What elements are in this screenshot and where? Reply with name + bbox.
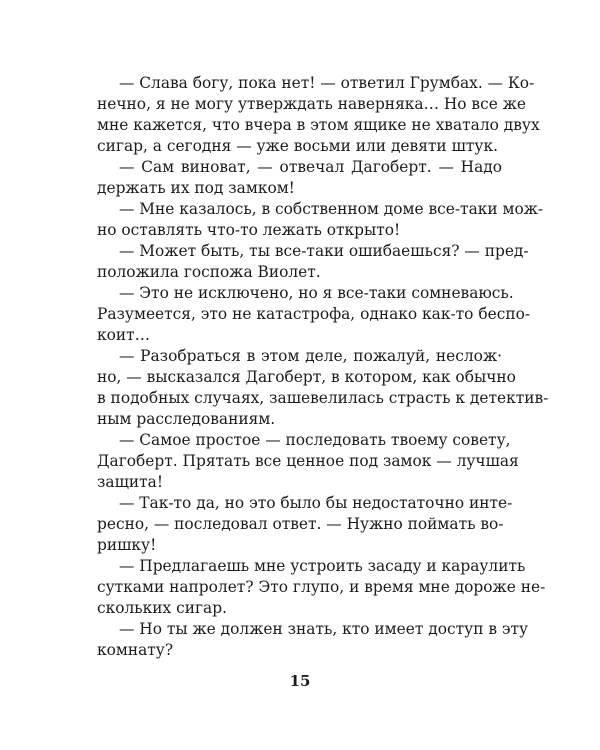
text-line: — Разобраться в этом деле, пожалуй, неслож·	[119, 347, 502, 365]
text-line: — Самое простое — последовать твоему совету,	[119, 431, 511, 449]
text-line: — Слава богу, пока нет! — ответил Грумбах. — Ко-	[119, 74, 535, 92]
text-line: коит…	[97, 326, 151, 344]
text-line: Дагоберт. Прятать все ценное под замок — лучшая	[97, 452, 519, 470]
text-line: мне кажется, что вчера в этом ящике не хватало двух	[97, 116, 540, 134]
text-line: защита!	[97, 473, 164, 491]
text-line: в подобных случаях, зашевелилась страсть к детектив-	[97, 389, 549, 407]
page-number: 15	[289, 672, 311, 690]
text-line: но оставлять что-то лежать открыто!	[97, 221, 401, 239]
text-line: комнату?	[97, 641, 174, 659]
text-line: скольких сигар.	[97, 599, 227, 617]
text-line: Разумеется, это не катастрофа, однако как-то беспо-	[97, 305, 531, 323]
text-line: ным расследованиям.	[97, 410, 276, 428]
text-line: сигар, а сегодня — уже восьми или девяти штук.	[97, 137, 498, 155]
text-line: — Так-то да, но это было бы недостаточно инте-	[119, 494, 513, 512]
text-line: — Мне казалось, в собственном доме все-таки мож-	[119, 200, 544, 218]
text-line: сутками напролет? Это глупо, и время мне дороже не-	[97, 578, 546, 596]
text-line: держать их под замком!	[97, 179, 295, 197]
text-line: ришку!	[97, 536, 157, 554]
text-line: — Предлагаешь мне устроить засаду и караулить	[119, 557, 526, 575]
text-line: но, — высказался Дагоберт, в котором, как обычно	[97, 368, 516, 386]
text-line: положила госпожа Виолет.	[97, 263, 321, 281]
body-text	[97, 73, 549, 661]
text-line: — Но ты же должен знать, кто имеет доступ в эту	[119, 620, 529, 638]
text-line: ресно, — последовал ответ. — Нужно поймать во-	[97, 515, 504, 533]
text-line: — Это не исключено, но я все-таки сомневаюсь.	[119, 284, 514, 302]
text-line: — Сам виноват, — отвечал Дагоберт. — Надо	[119, 158, 502, 176]
text-line: — Может быть, ты все-таки ошибаешься? — пред-	[119, 242, 529, 260]
text-line: нечно, я не могу утверждать наверняка… Но все же	[97, 95, 526, 113]
